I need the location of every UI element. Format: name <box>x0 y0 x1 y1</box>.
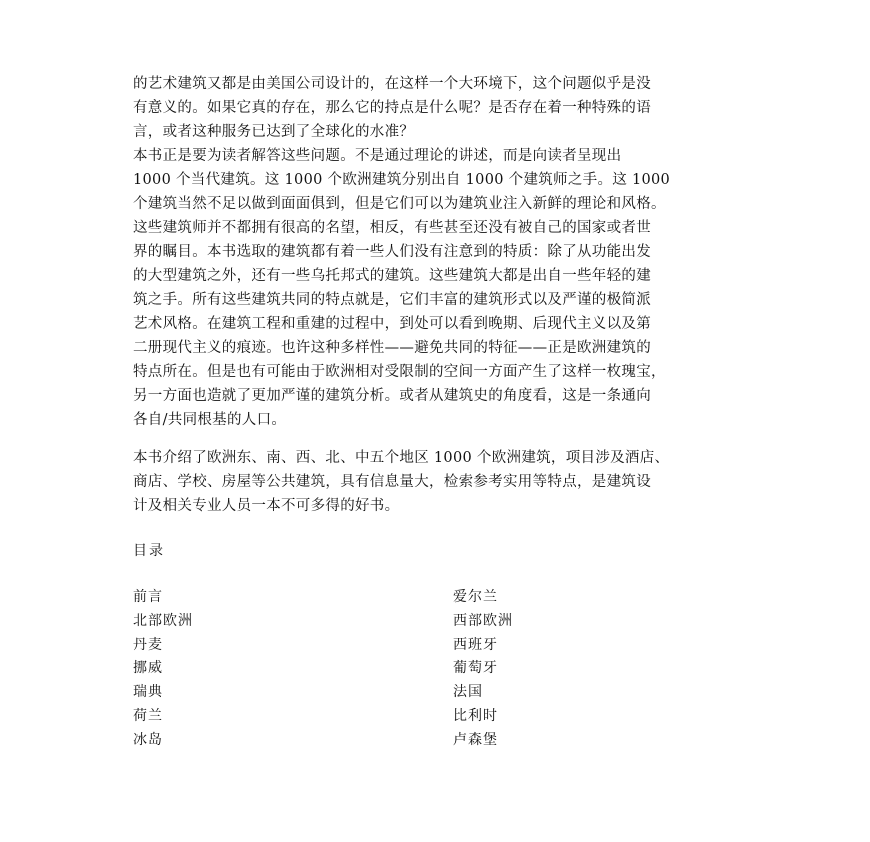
toc-item: 荷兰 <box>133 707 163 724</box>
intro-paragraph <box>133 72 753 432</box>
text-line: 个建筑当然不足以做到面面俱到，但是它们可以为建筑业注入新鲜的理论和风格。 <box>133 196 666 212</box>
text-line: 的大型建筑之外，还有一些乌托邦式的建筑。这些建筑大都是出自一些年轻的建 <box>133 268 651 284</box>
text-line: 艺术风格。在建筑工程和重建的过程中，到处可以看到晚期、后现代主义以及第 <box>133 316 651 332</box>
toc-item: 西班牙 <box>453 636 498 653</box>
description-paragraph <box>133 446 753 518</box>
toc-left-column <box>133 586 193 753</box>
text-line: 的艺术建筑又都是由美国公司设计的，在这样一个大环境下，这个问题似乎是没 <box>133 76 651 92</box>
toc-item: 瑞典 <box>133 684 163 701</box>
text-line: 这些建筑师并不都拥有很高的名望，相反，有些甚至还没有被自己的国家或者世 <box>133 220 651 236</box>
text-line: 各自/共同根基的人口。 <box>133 412 287 428</box>
text-line: 本书介绍了欧洲东、南、西、北、中五个地区 1000 个欧洲建筑，项目涉及酒店、 <box>133 450 670 466</box>
text-line: 言，或者这种服务已达到了全球化的水准？ <box>133 124 415 140</box>
text-line: 另一方面也造就了更加严谨的建筑分析。或者从建筑史的角度看，这是一条通向 <box>133 388 651 404</box>
text-line: 1000 个当代建筑。这 1000 个欧洲建筑分别出自 1000 个建筑师之手。这 1000 <box>133 172 671 188</box>
text-line: 特点所在。但是也有可能由于欧洲相对受限制的空间一方面产生了这样一枚瑰宝， <box>133 364 666 380</box>
toc-item: 前言 <box>133 589 163 605</box>
toc-item: 爱尔兰 <box>453 589 498 605</box>
toc-item: 葡萄牙 <box>453 660 498 677</box>
text-line: 计及相关专业人员一本不可多得的好书。 <box>133 498 400 514</box>
text-line: 筑之手。所有这些建筑共同的特点就是，它们丰富的建筑形式以及严谨的极简派 <box>133 292 651 308</box>
toc-item: 法国 <box>453 684 483 701</box>
text-line: 界的瞩目。本书选取的建筑都有着一些人们没有注意到的特质：除了从功能出发 <box>133 244 651 260</box>
toc-item: 西部欧洲 <box>453 612 513 629</box>
text-line: 商店、学校、房屋等公共建筑，具有信息量大，检索参考实用等特点，是建筑设 <box>133 474 651 490</box>
toc-item: 北部欧洲 <box>133 612 193 629</box>
toc-heading: 目录 <box>133 543 165 559</box>
text-line: 有意义的。如果它真的存在，那么它的持点是什么呢？是否存在着一种特殊的语 <box>133 100 651 116</box>
toc-item: 冰岛 <box>133 731 163 748</box>
toc-item: 挪威 <box>133 660 163 677</box>
text-line: 二册现代主义的痕迹。也许这种多样性——避免共同的特征——正是欧洲建筑的 <box>133 340 651 356</box>
toc-item: 丹麦 <box>133 636 163 653</box>
toc-item: 卢森堡 <box>453 731 498 748</box>
text-line: 本书正是要为读者解答这些问题。不是通过理论的讲述，而是向读者呈现出 <box>133 148 622 164</box>
toc-right-column <box>453 586 513 753</box>
toc-item: 比利时 <box>453 707 498 724</box>
